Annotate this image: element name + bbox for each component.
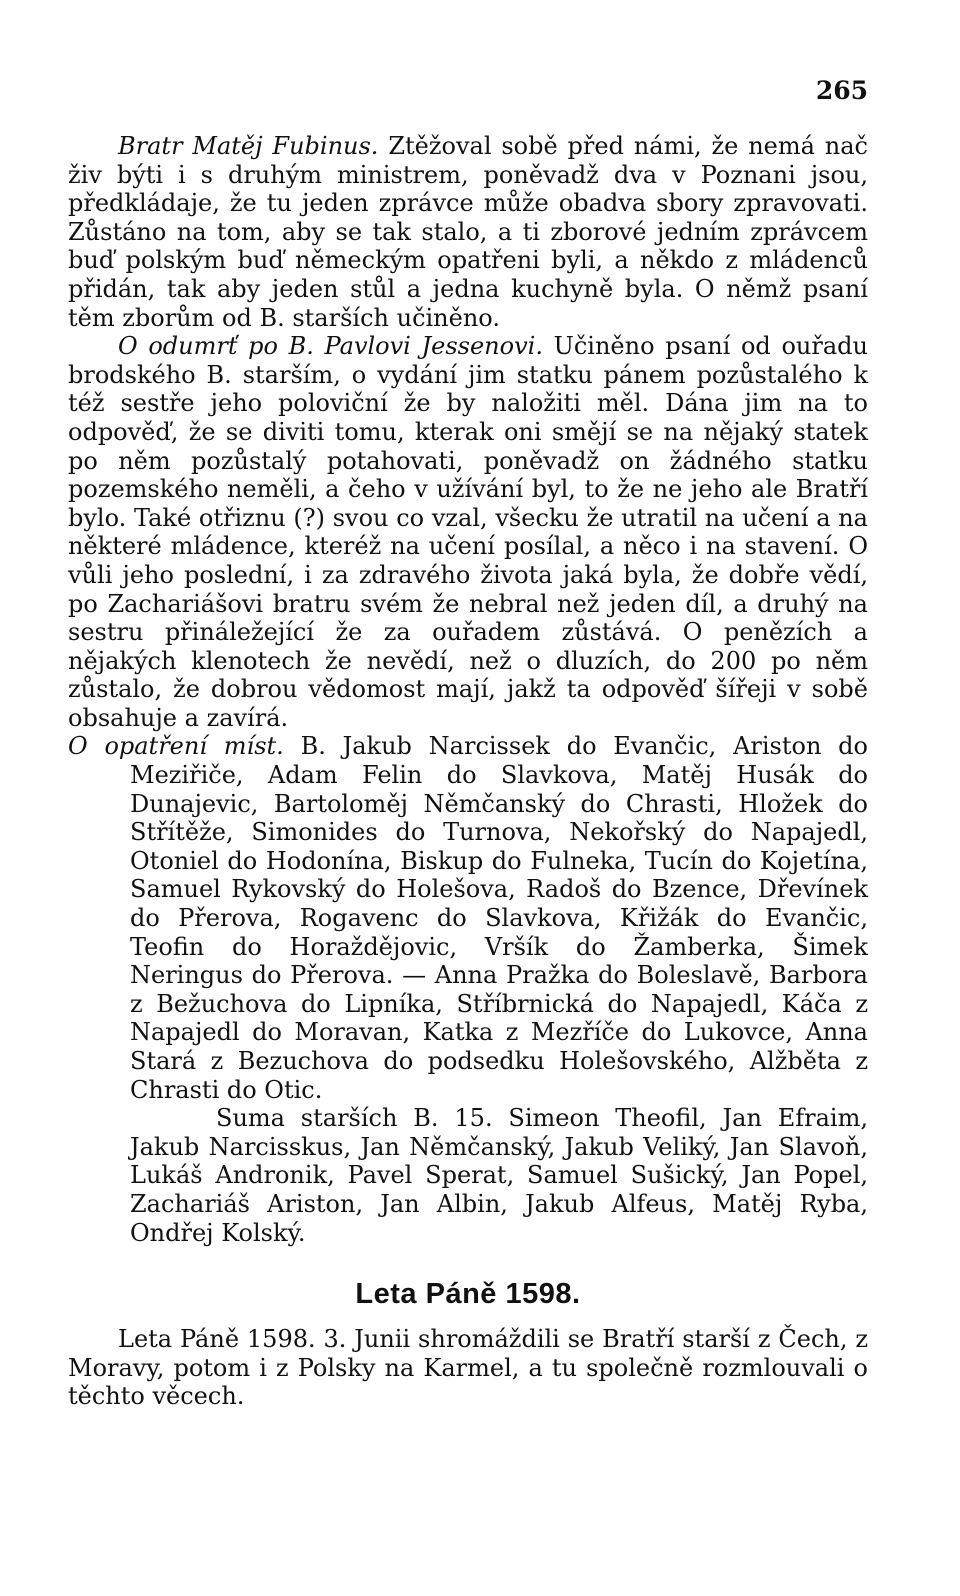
paragraph-opatreni-mist [68,732,868,1104]
paragraph-suma-starsich [68,1104,868,1247]
text-block [68,132,868,1411]
paragraph-text: Učiněno psaní od ouřadu brodského B. starším, o vydání jim statku pánem pozůstalého k též sestře jeho poloviční že by naložiti měl. Dána jim na to odpověď, že se diviti tomu, kterak oni smějí se na nějaký statek po něm pozůstalý potahovati, poněvadž on žádného statku pozemského neměli, a čeho v užívání byl, to že ne jeho ale Bratří bylo. Také otřiznu (?) svou co vzal, všecku že utratil na učení a na některé mládence, kteréž na učení posílal, a něco i na stavení. O vůli jeho poslední, i za zdravého života jaká byla, že dobře vědí, po Zachariášovi bratru svém že nebral než jeden díl, a druhý na sestru přináležející že za ouřadem zůstává. O penězích a nějakých klenotech že nevědí, než o dluzích, do 200 po něm zůstalo, že dobrou vědomost mají, jakž ta odpověď šířeji v sobě obsahuje a zavírá. [68,332,868,732]
paragraph-odumrt [68,332,868,732]
paragraph-text: B. Jakub Narcissek do Evančic, Ariston do Meziřiče, Adam Felin do Slavkova, Matěj Husák do Dunajevic, Bartoloměj Němčanský do Chrasti, Hložek do Střítěže, Simonides do Turnova, Nekořský do Napajedl, Otoniel do Hodonína, Biskup do Fulneka, Tucín do Kojetína, Samuel Rykovský do Holešova, Radoš do Bzence, Dřevínek do Přerova, Rogavenc do Slavkova, Křižák do Evančic, Teofin do Horaždějovic, Vršík do Žamberka, Šimek Neringus do Přerova. — Anna Pražka do Boleslavě, Barbora z Bežuchova do Lipníka, Stříbrnická do Napajedl, Káča z Napajedl do Moravan, Katka z Mezříče do Lukovce, Anna Stará z Bezuchova do podsedku Holešovského, Alžběta z Chrasti do Otic. [130,732,868,1104]
paragraph-lead: Bratr Matěj Fubinus. [118,132,379,160]
paragraph-final: Leta Páně 1598. 3. Junii shromáždili se Bratří starší z Čech, z Moravy, potom i z Polsky na Karmel, a tu společně rozmlouvali o těchto věcech. [68,1325,868,1411]
section-heading: Leta Páně 1598. [355,1278,581,1311]
paragraph-lead: O odumrť po B. Pavlovi Jessenovi. [118,332,543,361]
paragraph-fubinus [68,132,868,332]
document-page [68,0,868,1596]
paragraph-lead: O opatření míst. [68,732,284,761]
paragraph-text: Suma starších B. 15. Simeon Theofil, Jan Efraim, Jakub Narcisskus, Jan Němčanský, Jakub Veliký, Jan Slavoň, Lukáš Andronik, Pavel Sperat, Samuel Sušický, Jan Popel, Zachariáš Ariston, Jan Albin, Jakub Alfeus, Matěj Ryba, Ondřej Kolský. [130,1104,868,1247]
page-number: 265 [815,76,868,105]
paragraph-text: Ztěžoval sobě před námi, že nemá nač živ býti i s druhým ministrem, poněvadž dva v Poznani jsou, předkládaje, že tu jeden zprávce může obadva sbory zpravovati. Zůstáno na tom, aby se tak stalo, a ti zborové jedním zprávcem buď polským buď německým opatřeni byli, a někdo z mládenců přidán, tak aby jeden stůl a jedna kuchyně byla. O němž psaní těm zborům od B. starších učiněno. [68,132,869,332]
